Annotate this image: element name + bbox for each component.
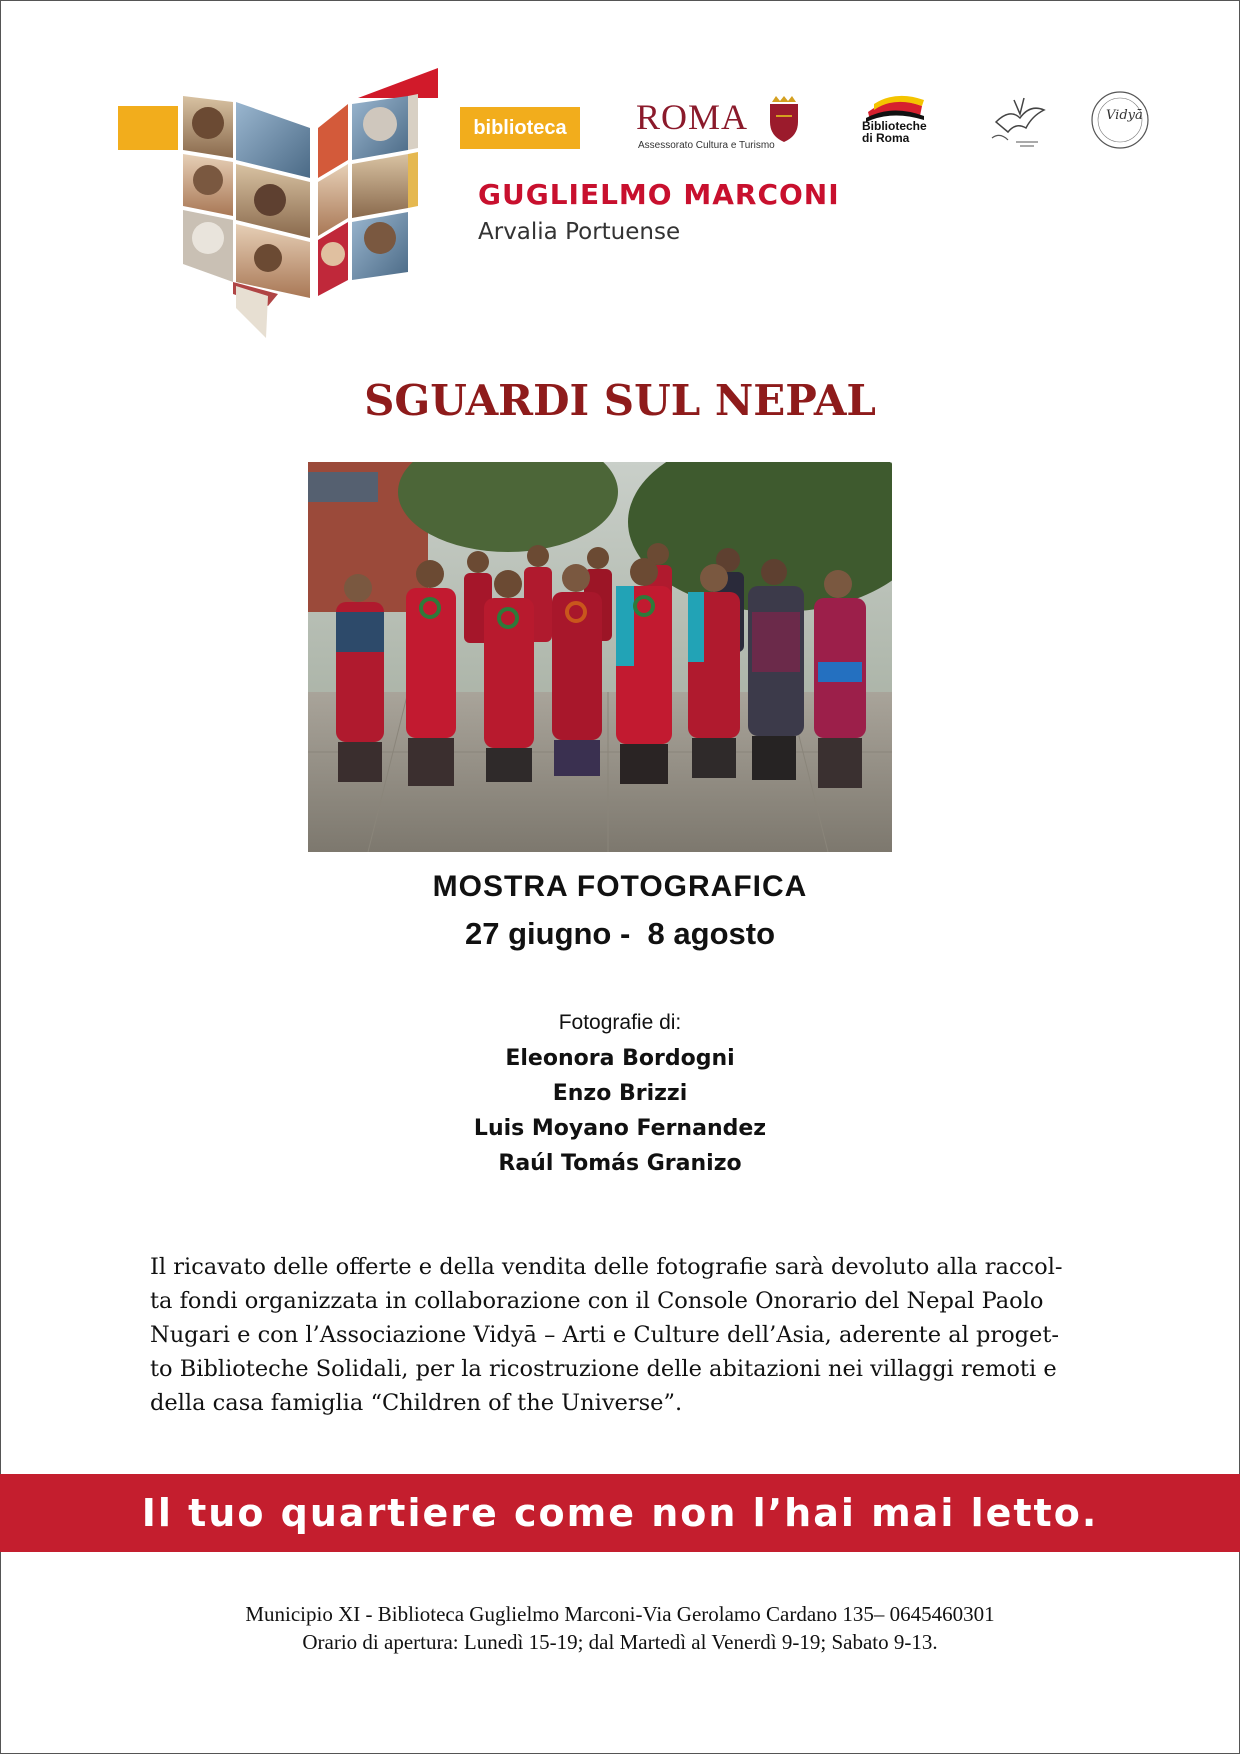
credits-intro: Fotografie di: (558, 1011, 682, 1034)
exhibition-label: MOSTRA FOTOGRAFICA (432, 870, 808, 903)
description-line: ta fondi organizzata in collaborazione con il Console Onorario del Nepal Paolo (150, 1288, 1044, 1314)
library-area: Arvalia Portuense (478, 219, 681, 245)
library-name: GUGLIELMO MARCONI (478, 178, 840, 211)
biblioteche-text (862, 120, 927, 144)
vidya-wordmark: Vidyā (1106, 108, 1143, 123)
photographer-name: Raúl Tomás Granizo (498, 1151, 742, 1176)
biblioteche-di-roma-logo (862, 90, 946, 154)
library-logo-collage (118, 68, 458, 338)
photographer-name: Luis Moyano Fernandez (473, 1116, 767, 1141)
portrait-tiles-graphic (118, 68, 458, 338)
footer-address: Municipio XI - Biblioteca Guglielmo Marconi-Via Gerolamo Cardano 135– 0645460301 (245, 1602, 995, 1626)
vidya-logo (1088, 88, 1152, 152)
roma-logo (636, 96, 806, 156)
event-photo (308, 462, 892, 852)
roma-shield-icon (768, 96, 800, 142)
nepal-group-photo-graphic (308, 462, 892, 852)
description-line: della casa famiglia “Children of the Universe”. (150, 1390, 683, 1416)
description-line: Nugari e con l’Associazione Vidyā – Arti e Culture dell’Asia, aderente al proget- (150, 1322, 1060, 1348)
biblioteca-badge: biblioteca (460, 107, 580, 149)
footer-opening-hours: Orario di apertura: Lunedì 15-19; dal Martedì al Venerdì 9-19; Sabato 9-13. (302, 1630, 938, 1654)
bird-book-logo-icon (986, 88, 1050, 152)
description-line: Il ricavato delle offerte e della vendita delle fotografie sarà devoluto alla raccol- (150, 1254, 1063, 1280)
event-title: SGUARDI SUL NEPAL (364, 376, 876, 425)
photographer-list (0, 1041, 1240, 1181)
slogan-banner (0, 1474, 1240, 1552)
slogan-text: Il tuo quartiere come non l’hai mai letto. (141, 1491, 1099, 1535)
exhibition-dates: 27 giugno - 8 agosto (464, 916, 775, 951)
photographer-name: Enzo Brizzi (552, 1081, 688, 1106)
photographer-name: Eleonora Bordogni (505, 1046, 735, 1071)
description-line: to Biblioteche Solidali, per la ricostruzione delle abitazioni nei villaggi remoti e (150, 1356, 1057, 1382)
biblioteche-line1: Biblioteche (862, 119, 927, 133)
roma-subtitle: Assessorato Cultura e Turismo (638, 140, 775, 151)
fundraising-description (150, 1250, 1110, 1420)
biblioteche-line2: di Roma (862, 131, 910, 145)
roma-wordmark: ROMA (636, 97, 749, 137)
